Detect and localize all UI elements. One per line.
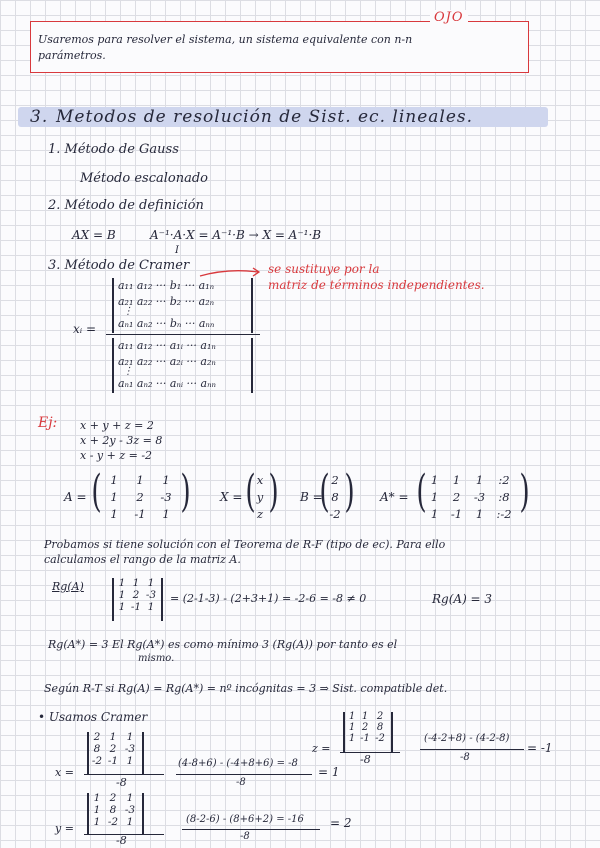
matrix-astar-label: A* = [380,490,409,504]
num-det-right-bar [251,278,253,333]
y-calc-line [182,829,320,830]
matrix-astar-cell: -1 [450,507,463,521]
y-det-cell: 2 [109,792,117,804]
z-det-left-bar [343,712,345,752]
matrix-astar-cell: :8 [498,490,510,504]
matrix-x-cell: x [256,473,264,487]
matrix-b-cell: 2 [331,473,339,487]
example-label: Ej: [38,415,58,431]
x-det-cell: 2 [93,731,101,743]
matrix-a-cell: 1 [136,473,144,487]
matrix-x-left-paren: ( [245,466,256,517]
rank-label: Rg(A) [52,580,84,593]
rank-det [115,577,159,613]
z-det-cell: 2 [361,722,369,733]
x-det-right-bar [142,732,144,774]
matrix-a-cell: 1 [162,507,170,521]
matrix-astar-cell: :-2 [496,507,512,521]
matrix-astar-cell: 1 [430,490,439,504]
z-det [346,711,388,744]
z-det-cell: 1 [348,733,356,744]
rank-det-right-bar [161,578,163,621]
y-result: = 2 [330,816,352,830]
matrix-astar-cell: 1 [475,473,484,487]
z-det-cell: 1 [348,722,356,733]
x-calculation: (4-8+6) - (-4+8+6) = -8 [178,758,298,769]
den-det-row-4: aₙ₁ aₙ₂ ··· aₙᵢ ··· aₙₙ [118,377,217,390]
matrix-b [326,473,344,521]
matrix-astar-cell: 1 [452,473,461,487]
rank-det-left-bar [112,578,114,621]
matrix-a-cell: 1 [110,473,118,487]
z-label: z = [312,742,331,755]
z-det-cell: 8 [376,722,384,733]
y-det-cell: -3 [124,804,136,816]
x-det-cell: -2 [91,755,103,767]
x-det-cell: 2 [109,743,117,755]
x-det-cell: 8 [93,743,101,755]
y-det [90,792,138,828]
equation-1: x + y + z = 2 [80,419,154,432]
z-det-cell: 2 [376,711,384,722]
definition-formula-a: AX = B [72,228,116,242]
rank-det-cell: 1 [118,601,126,613]
definition-formula-b: A⁻¹·A·X = A⁻¹·B → X = A⁻¹·B [150,228,322,242]
section-title: Metodos de resolución de Sist. ec. lineales. [56,107,474,127]
method-cramer: 3. Método de Cramer [48,258,190,273]
z-det-cell: 1 [361,711,369,722]
y-det-cell: 8 [109,804,117,816]
y-det-cell: 1 [93,804,101,816]
method-gauss-sub: Método escalonado [80,171,208,186]
z-det-cell: -1 [360,733,370,744]
matrix-a-cell: -3 [160,490,172,504]
matrix-a-cell: 1 [110,490,118,504]
method-gauss: 1. Método de Gauss [48,142,179,157]
x-det-cell: -1 [107,755,119,767]
cramer-fraction-line [106,334,260,335]
x-det-cell: 1 [126,755,134,767]
matrix-astar-cell: 1 [430,473,439,487]
num-det-row-1: a₁₁ a₁₂ ··· b₁ ··· a₁ₙ [118,279,215,292]
den-det-left-bar [112,338,114,393]
z-det-right-bar [391,712,393,752]
rank-det-cell: 1 [132,577,140,589]
rank-det-cell: 1 [147,577,155,589]
rank-det-cell: 2 [132,589,140,601]
matrix-x-cell: y [256,490,264,504]
xi-label: xᵢ = [73,322,97,336]
section-number: 3. [30,107,49,127]
cramer-note-line-1: se sustituye por la [268,262,380,276]
den-det-row-1: a₁₁ a₁₂ ··· a₁ᵢ ··· a₁ₙ [118,339,216,352]
y-calc-denominator: -8 [240,831,250,842]
y-denominator: -8 [116,834,127,847]
red-arrow-icon [198,266,264,280]
matrix-x-right-paren: ) [268,466,279,517]
rt-conclusion: Según R-T si Rg(A) = Rg(A*) = nº incógnitas = 3 ⇒ Sist. compatible det. [44,682,448,695]
rank-astar-line-1: Rg(A*) = 3 El Rg(A*) es como mínimo 3 (Rg(A)) por tanto es el [48,638,398,651]
matrix-b-left-paren: ( [319,466,330,517]
matrix-x [253,473,267,521]
matrix-a-cell: 2 [136,490,144,504]
matrix-x-label: X = [220,490,243,504]
equation-2: x + 2y - 3z = 8 [80,434,163,447]
x-denominator: -8 [116,776,127,789]
y-det-cell: 1 [93,816,101,828]
matrix-a-cell: -1 [134,507,146,521]
rank-det-cell: 1 [118,577,126,589]
x-fraction-line [84,774,164,775]
matrix-x-cell: z [256,507,264,521]
matrix-a-cell: 1 [110,507,118,521]
rank-det-cell: 1 [147,601,155,613]
z-det-cell: 1 [348,711,356,722]
num-det-row-3: ⋮ [123,306,133,317]
note-text-line-1: Usaremos para resolver el sistema, un sistema equivalente con n-n [38,33,413,46]
y-label: y = [55,822,74,835]
identity-label: I [175,245,179,256]
matrix-a-left-paren: ( [91,466,102,517]
matrix-a [101,473,179,521]
matrix-astar [424,473,517,521]
x-det-cell: 1 [109,731,117,743]
rank-det-cell: 1 [118,589,126,601]
rank-det-cell: -1 [130,601,142,613]
den-det-row-3: ⋮ [123,366,133,377]
x-det-left-bar [87,732,89,774]
y-det-right-bar [142,793,144,835]
x-calc-denominator: -8 [236,777,246,788]
rank-result: Rg(A) = 3 [432,592,493,606]
cramer-note-line-2: matriz de términos independientes. [268,278,485,292]
matrix-astar-left-paren: ( [416,466,427,517]
cramer-label: • Usamos Cramer [38,710,148,724]
y-det-cell: 1 [93,792,101,804]
matrix-b-cell: -2 [329,507,341,521]
rf-text-line-2: calculamos el rango de la matriz A. [44,553,241,566]
rank-astar-line-2: mismo. [138,653,175,664]
matrix-astar-cell: 1 [430,507,439,521]
note-label: OJO [430,10,468,25]
y-det-cell: -2 [107,816,119,828]
matrix-astar-right-paren: ) [519,466,530,517]
matrix-astar-cell: 1 [475,507,484,521]
z-result: = -1 [527,741,553,755]
method-definition: 2. Método de definición [48,198,204,213]
x-label: x = [55,766,74,779]
equation-3: x - y + z = -2 [80,449,153,462]
z-calc-denominator: -8 [460,752,470,763]
matrix-a-right-paren: ) [180,466,191,517]
y-calculation: (8-2-6) - (8+6+2) = -16 [186,814,304,825]
x-det [90,731,138,767]
matrix-b-right-paren: ) [344,466,355,517]
rank-calculation: = (2-1-3) - (2+3+1) = -2-6 = -8 ≠ 0 [170,592,367,605]
y-det-left-bar [87,793,89,835]
rank-det-cell: -3 [145,589,157,601]
z-calculation: (-4-2+8) - (4-2-8) [424,733,510,744]
matrix-b-label: B = [300,490,323,504]
num-det-row-4: aₙ₁ aₙ₂ ··· bₙ ··· aₙₙ [118,317,215,330]
matrix-astar-cell: :2 [498,473,510,487]
matrix-astar-cell: 2 [452,490,461,504]
x-result: = 1 [318,765,340,779]
note-text-line-2: parámetros. [38,49,106,62]
z-det-cell: -2 [375,733,385,744]
x-det-cell: 1 [126,731,134,743]
matrix-b-cell: 8 [331,490,339,504]
num-det-row-2: a₂₁ a₂₂ ··· b₂ ··· a₂ₙ [118,295,215,308]
rf-text-line-1: Probamos si tiene solución con el Teorema de R-F (tipo de ec). Para ello [44,538,446,551]
z-denominator: -8 [360,753,371,766]
note-box [30,21,529,73]
y-det-cell: 1 [126,816,134,828]
x-calc-line [176,774,312,775]
x-det-cell: -3 [124,743,136,755]
den-det-right-bar [251,338,253,393]
z-calc-line [420,749,524,750]
y-det-cell: 1 [126,792,134,804]
matrix-astar-cell: -3 [473,490,486,504]
matrix-a-cell: 1 [162,473,170,487]
matrix-a-label: A = [64,490,87,504]
num-det-left-bar [112,278,114,333]
den-det-row-2: a₂₁ a₂₂ ··· a₂ᵢ ··· a₂ₙ [118,355,216,368]
